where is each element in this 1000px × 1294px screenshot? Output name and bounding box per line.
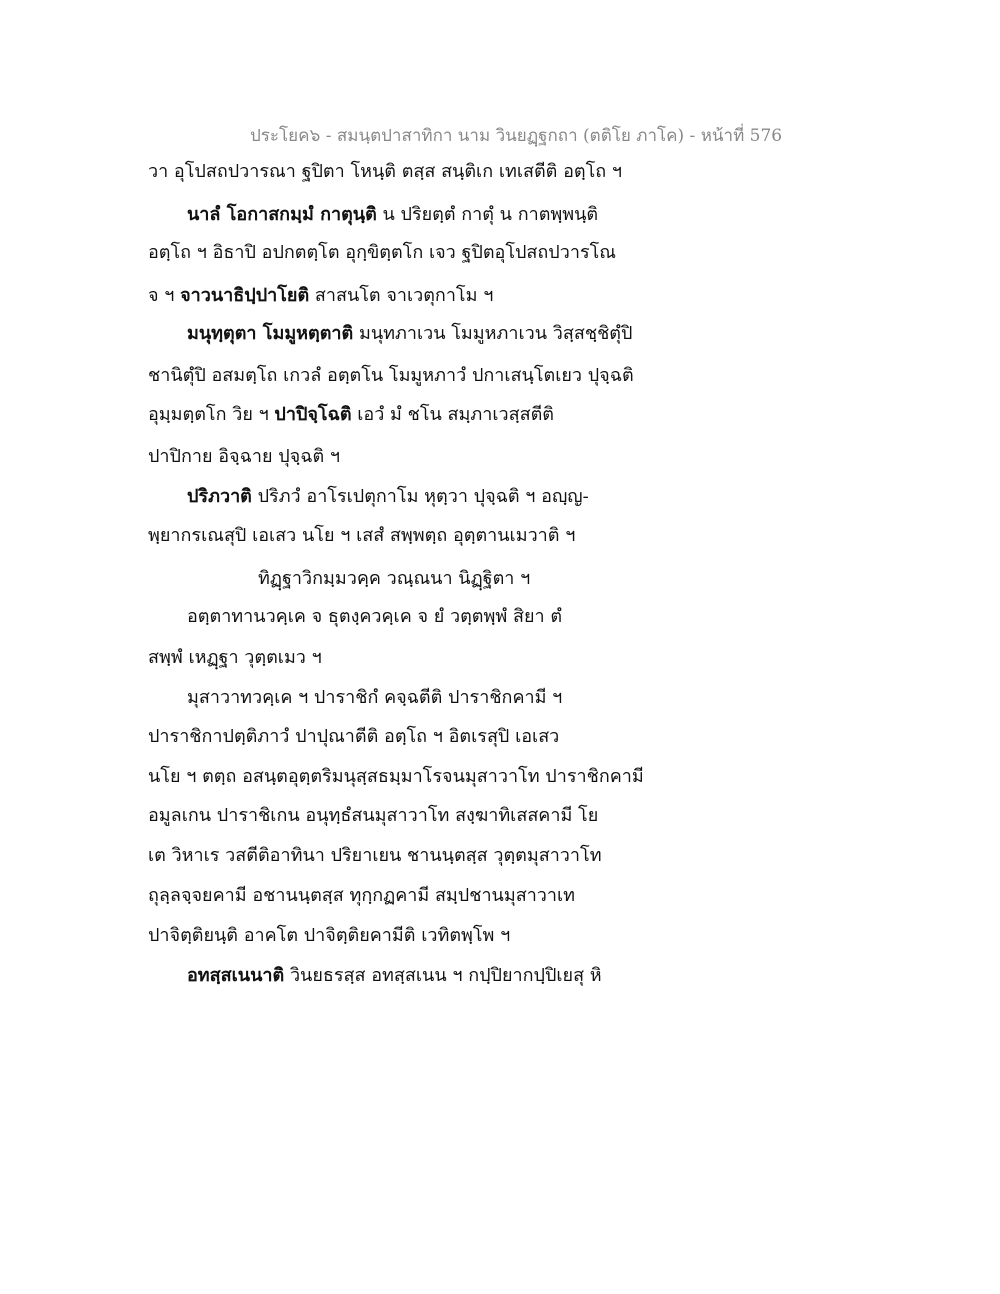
bold-term: ปาปิจฺโฉติ — [274, 404, 352, 425]
text-segment: อมูลเกน ปาราชิเกน อนุทฺธํสนมุสาวาโท สงฺฆาทิเสสคามี โย — [148, 805, 599, 826]
bold-term: นาลํ โอกาสกมฺมํ กาตุนฺติ — [187, 204, 377, 225]
text-segment: น ปริยตฺตํ กาตุํ น กาตพฺพนฺติ — [376, 204, 599, 225]
text-line — [148, 239, 708, 267]
text-line — [148, 362, 708, 390]
text-line — [148, 922, 708, 950]
text-segment: สพฺพํ เหฏฺฐา วุตฺตเมว ฯ — [148, 647, 322, 668]
text-segment: สาสนโต จาเวตุกาโม ฯ — [309, 285, 494, 306]
section-end-line — [258, 565, 818, 593]
text-segment: วา อุโปสถปวารณา ฐปิตา โหนฺติ ตสฺส สนฺติเก เทเสตีติ อตฺโถ ฯ — [148, 161, 622, 182]
text-segment: อุมฺมตฺตโก วิย ฯ — [148, 404, 275, 425]
text-segment: มนุทภาเวน โมมูหภาเวน วิสฺสชฺชิตุํปิ — [353, 323, 633, 344]
text-line — [148, 882, 708, 910]
text-line — [148, 802, 708, 830]
bold-term: มนุทฺตุตา โมมูหตฺตาติ — [187, 323, 354, 344]
text-line — [148, 723, 708, 751]
text-segment: ปาจิตฺติยนฺติ อาคโต ปาจิตฺติยคามีติ เวทิตพฺโพ ฯ — [148, 925, 511, 946]
text-segment: นโย ฯ ตตฺถ อสนฺตอุตฺตริมนุสฺสธมฺมาโรจนมุสาวาโท ปาราชิกคามี — [148, 766, 644, 787]
text-segment: วินยธรสฺส อทสฺสเนน ฯ กปฺปิยากปฺปิเยสุ หิ — [284, 965, 602, 986]
text-segment: พฺยากรเณสุปิ เอเสว นโย ฯ เสสํ สพฺพตฺถ อุตฺตานเมวาติ ฯ — [148, 525, 576, 546]
bold-term: จาวนาธิปฺปาโยติ — [180, 285, 310, 306]
text-line — [148, 763, 708, 791]
text-line — [148, 158, 708, 186]
text-segment: ปริภวํ อาโรเปตุกาโม หุตฺวา ปุจฺฉติ ฯ อญฺญ- — [251, 486, 589, 507]
text-line — [187, 962, 747, 990]
page-header: ประโยค๖ - สมนฺตปาสาทิกา นาม วินยฏฺฐกถา (ตติโย ภาโค) - หน้าที่ 576 — [250, 126, 783, 146]
text-line — [148, 522, 708, 550]
text-line — [148, 443, 708, 471]
text-line — [187, 201, 747, 229]
text-segment: อตฺตาทานวคฺเค จ ธุตงฺควคฺเค จ ยํ วตฺตพฺพํ สิยา ตํ — [187, 606, 563, 627]
text-segment: เอวํ มํ ชโน สมฺภาเวสฺสตีติ — [351, 404, 554, 425]
text-line — [148, 644, 708, 672]
text-line — [187, 320, 747, 348]
text-line — [148, 401, 708, 429]
text-line — [187, 684, 747, 712]
text-line — [187, 603, 747, 631]
text-segment: ถุลฺลจฺจยคามี อชานนฺตสฺส ทุกฺกฏคามี สมฺปชานมุสาวาเท — [148, 885, 576, 906]
text-segment: มุสาวาทวคฺเค ฯ ปาราชิกํ คจฺฉตีติ ปาราชิกคามี ฯ — [187, 687, 563, 708]
text-line — [187, 483, 747, 511]
text-segment: เต วิหาเร วสตีติอาทินา ปริยาเยน ชานนฺตสฺส วุตฺตมุสาวาโท — [148, 845, 602, 866]
text-segment: ทิฏฺฐาวิกมฺมวคฺค วณฺณนา นิฏฺฐิตา ฯ — [258, 568, 531, 589]
text-segment: ปาราชิกาปตฺติภาวํ ปาปุณาตีติ อตฺโถ ฯ อิตเรสุปิ เอเสว — [148, 726, 560, 747]
text-segment: ชานิตุํปิ อสมตฺโถ เกวลํ อตฺตโน โมมูหภาวํ ปกาเสนฺโตเยว ปุจฺฉติ — [148, 365, 634, 386]
text-line — [148, 842, 708, 870]
text-line — [148, 282, 708, 310]
text-segment: ปาปิกาย อิจฺฉาย ปุจฺฉติ ฯ — [148, 446, 340, 467]
bold-term: อทสฺสเนนาติ — [187, 965, 285, 986]
text-segment: อตฺโถ ฯ อิธาปิ อปกตตฺโต อุกฺขิตฺตโก เจว ฐปิตอุโปสถปวารโณ — [148, 242, 616, 263]
bold-term: ปริภวาติ — [187, 486, 252, 507]
text-segment: จ ฯ — [148, 285, 181, 306]
